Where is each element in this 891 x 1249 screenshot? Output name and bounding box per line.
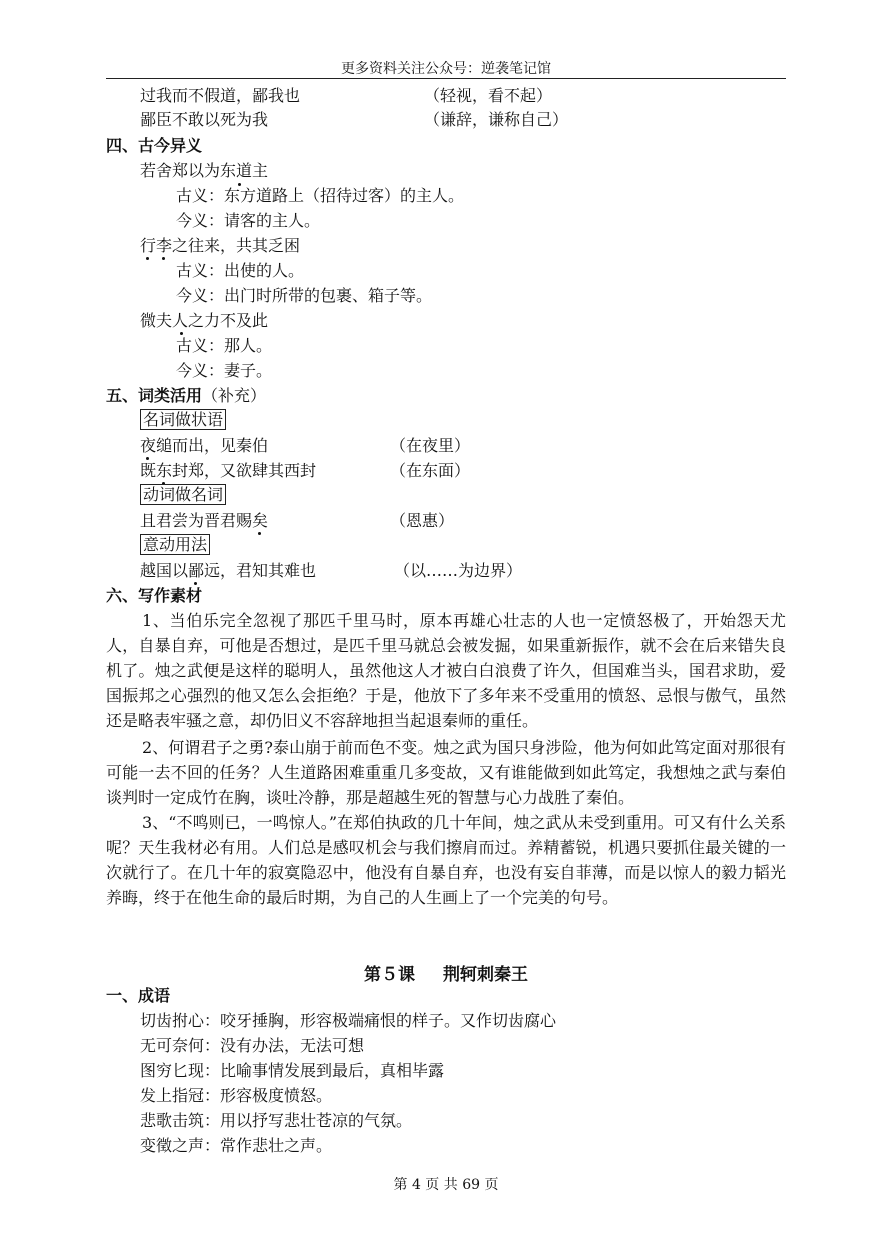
gloss: （在夜里） [390,436,471,455]
heading-note: （补充） [202,386,267,405]
header-rule [106,78,786,79]
sentence: 若舍郑以为东道主 [140,161,269,180]
idiom-item: 悲歌击筑：用以抒写悲壮苍凉的气氛。 [140,1111,413,1130]
sentence: 微夫人之力不及此 [140,311,269,330]
lesson-number: 第５课 [364,965,415,985]
boxed-label: 动词做名词 [140,484,226,505]
example-gloss: （轻视，看不起） [424,86,553,105]
boxed-label: 名词做状语 [140,409,226,430]
idiom-item: 无可奈何：没有办法，无法可想 [140,1036,365,1055]
boxed-label: 意动用法 [140,534,210,555]
page-footer: 第 4 页 共 69 页 [393,1177,499,1193]
emphasis-dot [146,257,149,260]
modern-meaning: 今义：请客的主人。 [176,211,321,230]
page-header: 更多资料关注公众号：逆袭笔记馆 [341,61,551,77]
category-label [140,485,226,505]
gloss: （恩惠） [390,511,455,530]
example-sentence: 鄙臣不敢以死为我 [140,110,269,129]
emphasis-dot [162,257,165,260]
idiom-item: 切齿拊心：咬牙捶胸，形容极端痛恨的样子。又作切齿腐心 [140,1011,557,1030]
section-heading: 四、古今异义 [106,136,203,155]
example-sentence: 过我而不假道，鄙我也 [140,86,301,105]
paragraph: 2、何谓君子之勇?泰山崩于前而色不变。烛之武为国只身涉险，他为何如此笃定面对那很有可能一去不回的任务？人生道路困难重重几多变故，又有谁能做到如此笃定，我想烛之武与秦伯谈判时一定成竹在胸，谈吐冷静，那是超越生死的智慧与心力战胜了秦伯。 [106,738,786,807]
paragraph: 3、“不鸣则已，一鸣惊人。”在郑伯执政的几十年间，烛之武从未受到重用。可又有什么关系呢？天生我材必有用。人们总是感叹机会与我们擦肩而过。养精蓄锐，机遇只要抓住最关键的一次就行了。在几十年的寂寞隐忍中，他没有自暴自弃，也没有妄自菲薄，而是以惊人的毅力韬光养晦，终于在他生命的最后时期，为自己的人生画上了一个完美的句号。 [106,813,786,907]
idiom-item: 变徵之声：常作悲壮之声。 [140,1136,333,1155]
ancient-meaning: 古义：东方道路上（招待过客）的主人。 [176,186,465,205]
idiom-item: 发上指冠：形容极度愤怒。 [140,1086,333,1105]
idiom-item: 图穷匕现：比喻事情发展到最后，真相毕露 [140,1061,445,1080]
sentence: 且君尝为晋君赐矣 [140,511,269,530]
lesson-name: 荆轲刺秦王 [443,965,528,985]
emphasis-dot [180,332,183,335]
gloss: （以……为边界） [394,561,523,580]
section-heading: 一、成语 [106,986,171,1005]
category-label [140,535,210,555]
modern-meaning: 今义：妻子。 [176,361,273,380]
gloss: （在东面） [390,461,471,480]
ancient-meaning: 古义：出使的人。 [176,261,305,280]
ancient-meaning: 古义：那人。 [176,336,273,355]
emphasis-dot [194,582,197,585]
emphasis-dot [146,457,149,460]
emphasis-dot [258,532,261,535]
sentence: 既东封郑，又欲肆其西封 [140,461,317,480]
example-gloss: （谦辞，谦称自己） [424,110,569,129]
sentence: 行李之往来，共其乏困 [140,236,301,255]
paragraph: 1、当伯乐完全忽视了那匹千里马时，原本再雄心壮志的人也一定愤怒极了，开始怨天尤人，自暴自弃，可他是否想过，是匹千里马就总会被发掘，如果重新振作，就不会在后来错失良机了。烛之武便是这样的聪明人，虽然他这人才被白白浪费了许久，但国难当头，国君求助，爱国振邦之心强烈的他又怎么会拒绝？于是，他放下了多年来不受重用的愤怒、忌恨与傲气，虽然还是略表牢骚之意，却仍旧义不容辞地担当起退秦师的重任。 [106,611,786,730]
modern-meaning: 今义：出门时所带的包裹、箱子等。 [176,286,433,305]
section-heading: 六、写作素材 [106,586,203,605]
category-label [140,410,226,430]
sentence: 夜缒而出，见秦伯 [140,436,269,455]
lesson-title [106,960,786,985]
sentence: 越国以鄙远，君知其难也 [140,561,317,580]
section-heading-line [106,386,266,406]
section-heading: 五、词类活用 [106,386,203,405]
